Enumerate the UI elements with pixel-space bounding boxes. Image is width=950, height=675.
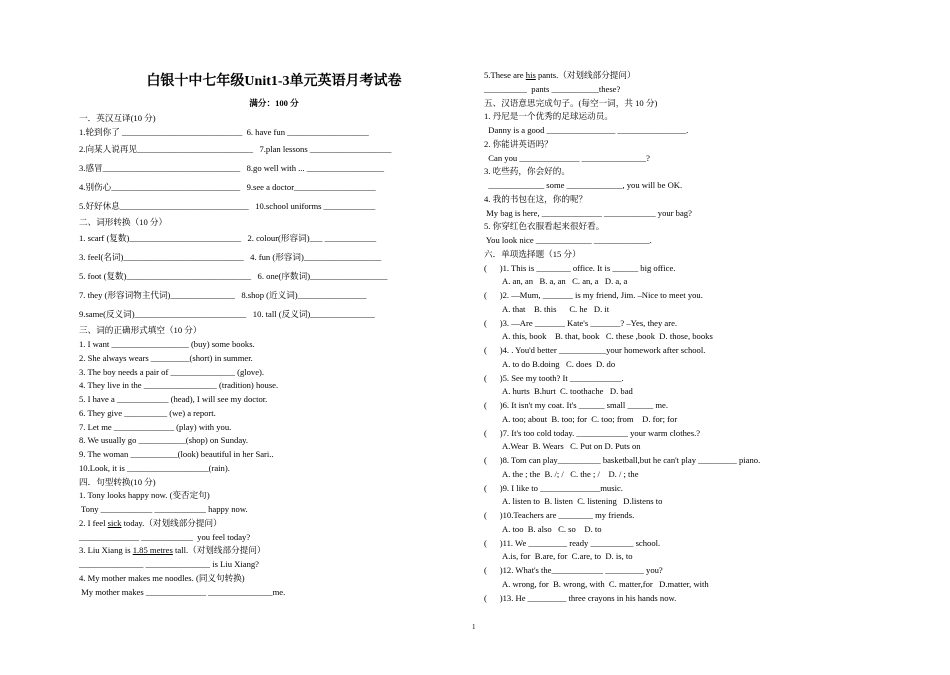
question-line: ( )12. What's the____________ _________ you? bbox=[484, 565, 663, 575]
question-line: Can you ______________ _______________? bbox=[484, 152, 650, 163]
question-line: 一．英汉互译(10 分) bbox=[79, 113, 156, 123]
question-line: 2. I feel sick today.（对划线部分提问） bbox=[79, 517, 222, 528]
question-line: ( )13. He _________ three crayons in his hands now. bbox=[484, 592, 677, 603]
question-line: ( )9. I like to ______________music. bbox=[484, 482, 623, 493]
question-line: 1. scarf (复数)__________________________ 2. colour(形容词)___ ____________ bbox=[79, 233, 377, 244]
question-line: ( )4. . You'd better ___________your homework after school. bbox=[484, 345, 706, 355]
question-line: __________ pants ___________these? bbox=[484, 83, 621, 94]
answer-options: A. this, book B. that, book C. these ,book D. those, books bbox=[502, 331, 713, 342]
question-line: 4. 我的书包在这，你的呢？ bbox=[484, 193, 588, 204]
answer-options: A. to do B.doing C. does D. do bbox=[502, 358, 616, 369]
answer-options: A. that B. this C. he D. it bbox=[502, 303, 610, 314]
question-line: 1. Tony looks happy now. (变否定句) bbox=[79, 490, 210, 501]
question-line: 5.These are his pants.（对划线部分提问） bbox=[484, 70, 636, 80]
question-line: _______________ _______________ is Liu Xiang? bbox=[79, 559, 259, 569]
question-line: 7. they (形容词物主代词)_______________ 8.shop (近义词)________________ bbox=[79, 290, 367, 301]
underlined-word: 1.85 metres bbox=[132, 545, 173, 556]
question-line: 5.好好休息______________________________ 10.school uniforms ____________ bbox=[79, 200, 376, 211]
question-line: 7. Let me ______________ (play) with you. bbox=[79, 421, 232, 432]
question-line: ( )2. —Mum, _______ is my friend, Jim. –Nice to meet you. bbox=[484, 290, 703, 300]
answer-options: A. too; about B. too; for C. too; from D. for; for bbox=[502, 413, 678, 424]
question-line: 2.向某人说再见___________________________ 7.plan lessons ___________________ bbox=[79, 143, 392, 154]
question-line: Danny is a good ________________ ________________. bbox=[484, 125, 689, 135]
question-line: 三、词的正确形式填空（10 分） bbox=[79, 325, 202, 336]
question-line: ( )6. It isn't my coat. It's ______ small ______ me. bbox=[484, 400, 669, 410]
question-line: 6. They give __________ (we) a report. bbox=[79, 407, 216, 418]
question-line: 5. foot (复数)_____________________________ 6. one(序数词)__________________ bbox=[79, 271, 388, 282]
total-score: 满分：100 分 bbox=[249, 98, 299, 108]
question-line: 四．句型转换(10 分) bbox=[79, 476, 156, 487]
answer-options: A.is, for B.are, for C.are, to D. is, to bbox=[502, 551, 633, 562]
question-line: 二、词形转换（10 分） bbox=[79, 216, 168, 227]
question-line: My bag is here, ______________ ____________ your bag? bbox=[484, 207, 692, 218]
question-line: 4. They live in the _________________ (tradition) house. bbox=[79, 380, 279, 391]
question-line: 5. 你穿红色衣服看起来很好看。 bbox=[484, 221, 605, 232]
question-line: 3. The boy needs a pair of _______________ (glove). bbox=[79, 366, 265, 377]
question-line: 10.Look, it is ___________________(rain). bbox=[79, 462, 230, 473]
question-line: 4.别伤心______________________________ 9.see a doctor___________________ bbox=[79, 181, 376, 192]
question-line: 六．单项选择题（15 分） bbox=[484, 248, 581, 259]
question-line: ( )10.Teachers are ________ my friends. bbox=[484, 510, 635, 520]
question-line: 3. 吃些药，你会好的。 bbox=[484, 166, 570, 177]
question-line: 2. She always wears _________(short) in summer. bbox=[79, 352, 253, 363]
question-line: ( )5. See my tooth? It ____________. bbox=[484, 372, 624, 383]
answer-options: A. wrong, for B. wrong, with C. matter,for D.matter, with bbox=[502, 578, 709, 589]
question-line: 8. We usually go ___________(shop) on Sunday. bbox=[79, 435, 249, 446]
question-line: 5. I have a ____________ (head), I will see my doctor. bbox=[79, 394, 268, 404]
question-line: You look nice _____________ _____________. bbox=[484, 235, 652, 245]
answer-options: A. listen to B. listen C. listening D.listens to bbox=[502, 496, 663, 507]
left-column bbox=[79, 112, 419, 599]
question-line: ( )3. —Are _______ Kate's _______? –Yes, they are. bbox=[484, 317, 678, 328]
question-line: 2. 你能讲英语吗？ bbox=[484, 138, 553, 149]
right-column bbox=[484, 69, 904, 605]
answer-options: A. an, an B. a, an C. an, a D. a, a bbox=[502, 276, 628, 287]
question-line: 1.轮到你了 ____________________________ 6. have fun ___________________ bbox=[79, 126, 369, 137]
question-line: ( )1. This is ________ office. It is ______ big office. bbox=[484, 262, 676, 273]
answer-options: A. hurts B.hurt C. toothache D. bad bbox=[502, 386, 633, 397]
question-line: 3. feel(名词)____________________________ 4. fun (形容词)__________________ bbox=[79, 252, 382, 263]
question-line: 3.感冒________________________________ 8.go well with ... __________________ bbox=[79, 162, 385, 173]
question-line: 1. 丹尼是一个优秀的足球运动员。 bbox=[484, 111, 613, 122]
page-number: 1 bbox=[472, 623, 476, 631]
underlined-word: sick bbox=[107, 517, 122, 528]
question-line: 五、汉语意思完成句子。(每空一词，共 10 分) bbox=[484, 97, 658, 108]
question-line: 1. I want __________________ (buy) some books. bbox=[79, 339, 255, 349]
question-line: 9. The woman ___________(look) beautiful in her Sari.. bbox=[79, 449, 274, 459]
question-line: ______________ ____________ you feel today? bbox=[79, 531, 251, 542]
answer-options: A. too B. also C. so D. to bbox=[502, 523, 602, 534]
question-line: _____________ some _____________, you will be OK. bbox=[484, 180, 683, 190]
question-line: ( )11. We _________ ready __________ school. bbox=[484, 537, 661, 548]
question-line: 9.same(反义词)__________________________ 10. tall (反义词)_______________ bbox=[79, 309, 375, 320]
question-line: My mother makes ______________ _______________me. bbox=[79, 586, 286, 597]
answer-options: A. the ; the B. /; / C. the ; / D. / ; the bbox=[502, 468, 639, 479]
underlined-word: his bbox=[525, 70, 536, 80]
exam-title: 白银十中七年级Unit1-3单元英语月考试卷 bbox=[146, 74, 402, 89]
question-line: 4. My mother makes me noodles. (同义句转换) bbox=[79, 572, 245, 583]
question-line: ( )7. It's too cold today. ____________ your warm clothes.? bbox=[484, 427, 701, 438]
question-line: 3. Liu Xiang is 1.85 metres tall.（对划线部分提问） bbox=[79, 545, 266, 556]
question-line: ( )8. Tom can play__________ basketball,but he can't play _________ piano. bbox=[484, 455, 761, 465]
question-line: Tony ____________ ____________ happy now. bbox=[79, 504, 248, 514]
answer-options: A.Wear B. Wears C. Put on D. Puts on bbox=[502, 441, 641, 452]
